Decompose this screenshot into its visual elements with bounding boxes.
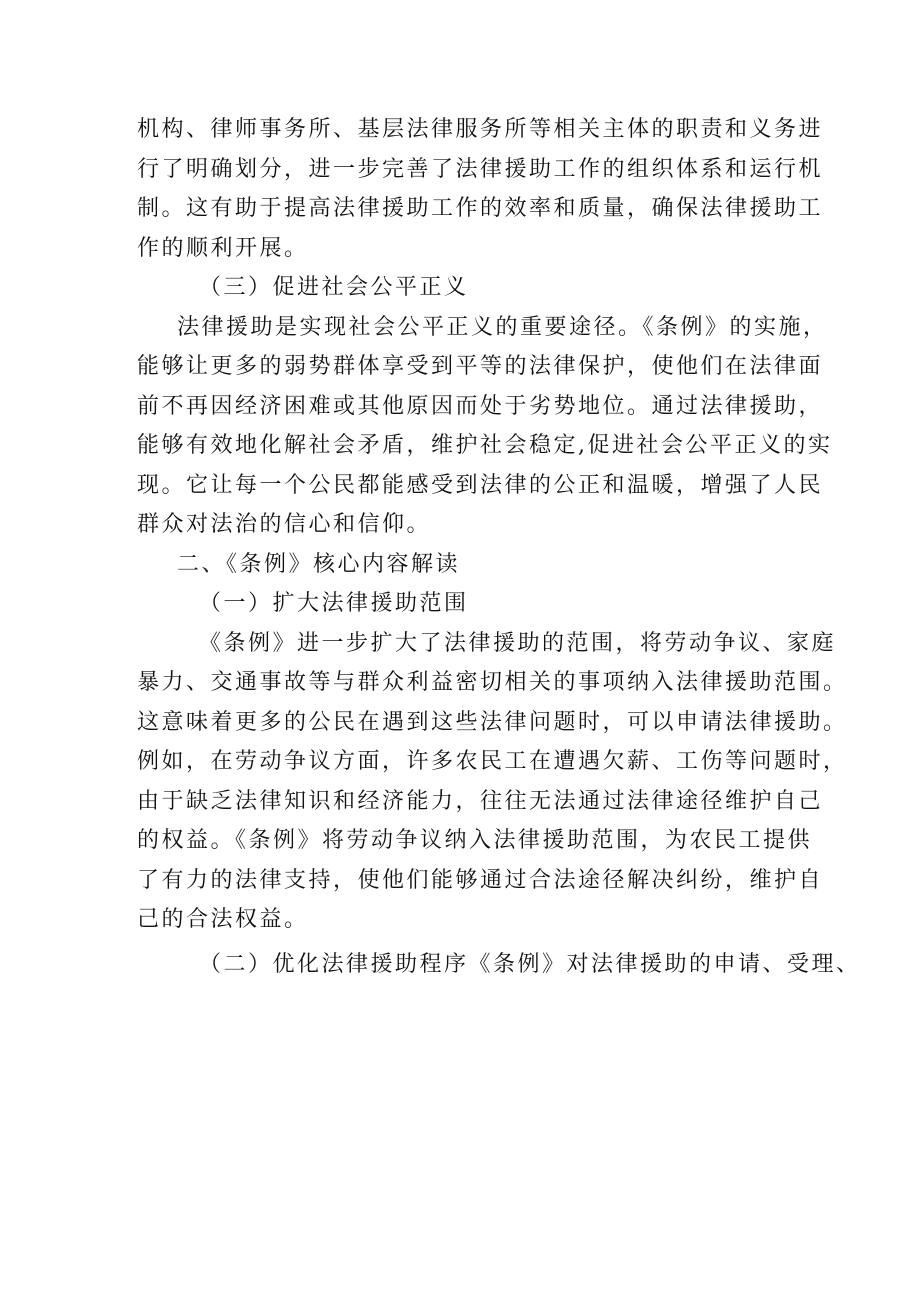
paragraph-line: 由于缺乏法律知识和经济能力，往往无法通过法律途径维护自己 (137, 788, 824, 814)
paragraph-line: 法律援助是实现社会公平正义的重要途径。《条例》的实施， (177, 314, 828, 340)
paragraph-line: 作的顺利开展。 (137, 235, 309, 261)
paragraph-line: 行了明确划分，进一步完善了法律援助工作的组织体系和运行机 (137, 156, 824, 182)
paragraph-line: 了有力的法律支持，使他们能够通过合法途径解决纠纷，维护自 (137, 867, 824, 893)
paragraph-line: 群众对法治的信心和信仰。 (137, 512, 432, 537)
paragraph-line: 例如，在劳动争议方面，许多农民工在遭遇欠薪、工伤等问题时， (137, 749, 848, 774)
paragraph-line: 能够让更多的弱势群体享受到平等的法律保护，使他们在法律面 (137, 354, 824, 379)
paragraph-line: 能够有效地化解社会矛盾，维护社会稳定,促进社会公平正义的实 (137, 433, 833, 458)
paragraph-line: 这意味着更多的公民在遇到这些法律问题时，可以申请法律援助。 (137, 709, 848, 735)
document-body (137, 110, 861, 984)
paragraph-line: 暴力、交通事故等与群众利益密切相关的事项纳入法律援助范围。 (137, 670, 848, 695)
paragraph-line: 己的合法权益。 (137, 907, 309, 932)
paragraph-line: 制。这有助于提高法律援助工作的效率和质量，确保法律援助工 (137, 196, 824, 221)
paragraph-line: 的权益。《条例》将劳动争议纳入法律援助范围，为农民工提供 (137, 828, 813, 853)
paragraph-line: 《条例》进一步扩大了法律援助的范围，将劳动争议、家庭 (199, 630, 837, 656)
paragraph-line: 现。它让每一个公民都能感受到法律的公正和温暖，增强了人民 (137, 472, 824, 498)
section-heading: （二）优化法律援助程序《条例》对法律援助的申请、受理、 (199, 951, 861, 977)
chapter-heading: 二、《条例》核心内容解读 (177, 551, 461, 577)
section-heading: （三）促进社会公平正义 (199, 275, 469, 300)
section-heading: （一）扩大法律援助范围 (199, 591, 469, 616)
paragraph-line: 前不再因经济困难或其他原因而处于劣势地位。通过法律援助， (137, 393, 824, 419)
paragraph-line: 机构、律师事务所、基层法律服务所等相关主体的职责和义务进 (137, 117, 824, 142)
